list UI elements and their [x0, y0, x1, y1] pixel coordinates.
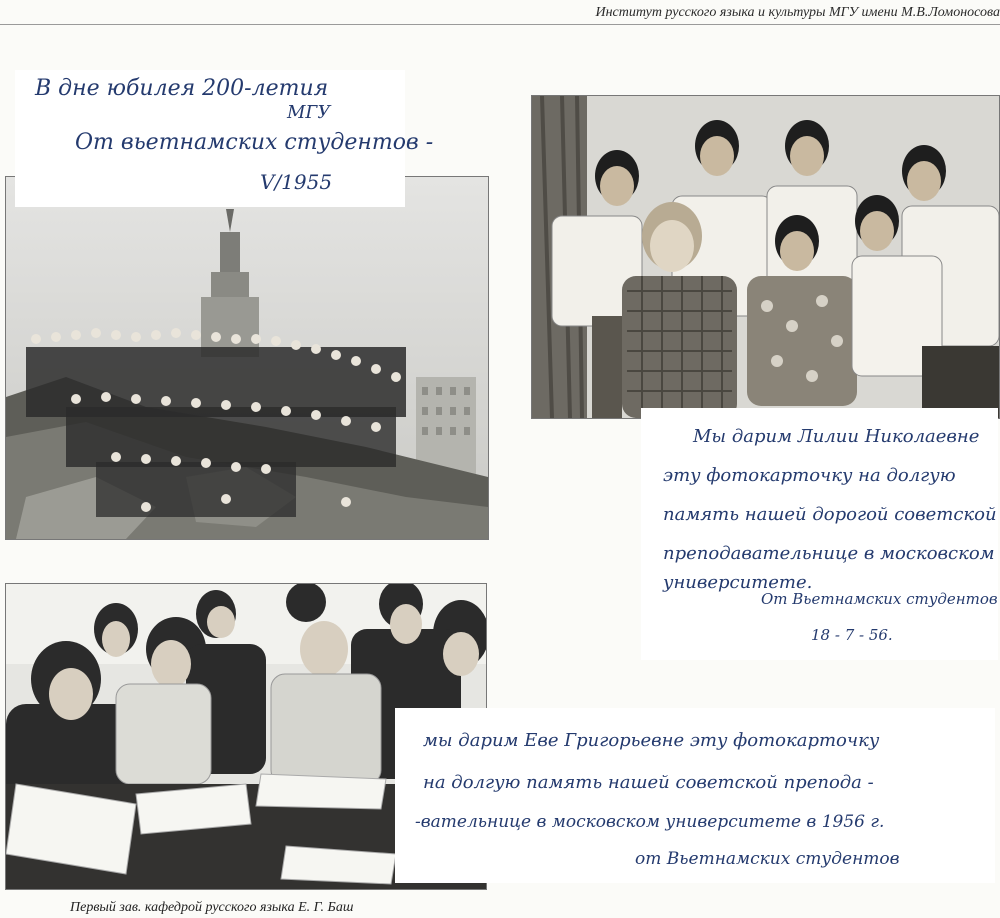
header-rule: [0, 24, 1000, 25]
note-line: МГУ: [287, 102, 331, 123]
note-line: университете.: [663, 572, 813, 593]
photo-group-portrait: [531, 95, 1000, 419]
note-line: Мы дарим Лилии Николаевне: [693, 426, 980, 447]
header-title: Институт русского языка и культуры МГУ имени М.В.Ломоносова: [595, 5, 1000, 20]
photo-caption: Первый зав. кафедрой русского языка Е. Г. Баш: [70, 900, 354, 915]
note-line: эту фотокарточку на долгую: [663, 465, 956, 486]
note-line: От Вьетнамских студентов: [761, 590, 998, 608]
handwritten-note-bottom: [395, 708, 995, 883]
note-line: от Вьетнамских студентов: [635, 849, 900, 869]
note-line: 18 - 7 - 56.: [811, 626, 893, 644]
handwritten-note-top-left: [15, 70, 434, 207]
note-line: мы дарим Еве Григорьевне эту фотокарточку: [423, 730, 880, 751]
note-line: От вьетнамских студентов -: [75, 130, 434, 155]
note-line: память нашей дорогой советской: [663, 504, 997, 525]
note-line: преподавательнице в московском: [663, 543, 995, 564]
handwritten-note-right: [641, 408, 998, 660]
photo-mgu-students: [5, 176, 489, 540]
note-line: на долгую память нашей советской препода -: [423, 772, 874, 793]
note-line: В дне юбилея 200-летия: [35, 76, 329, 101]
note-line: -вательнице в московском университете в 1956 г.: [415, 812, 885, 832]
note-line: V/1955: [260, 170, 333, 194]
